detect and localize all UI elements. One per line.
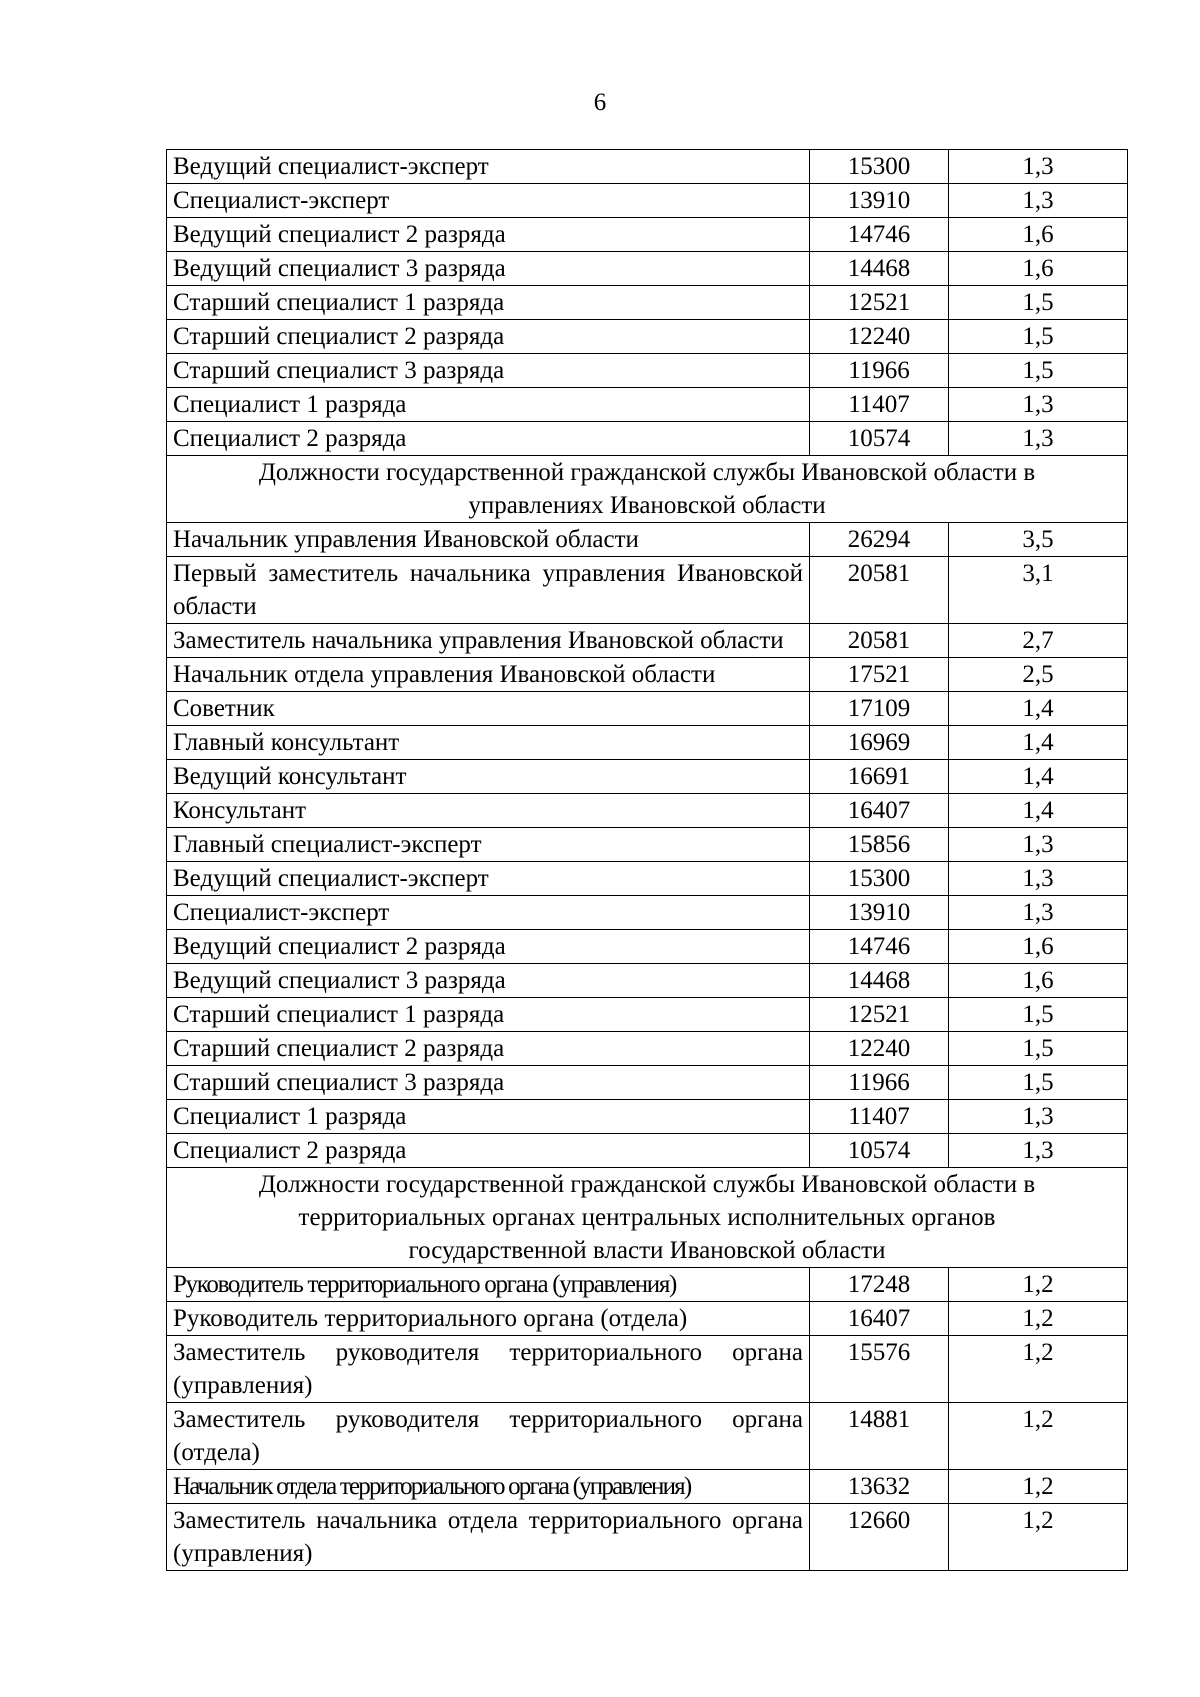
coefficient-value: 1,3 bbox=[949, 388, 1128, 422]
salary-value: 16407 bbox=[810, 794, 949, 828]
table-row bbox=[167, 422, 1128, 456]
coefficient-value: 1,4 bbox=[949, 692, 1128, 726]
table-row bbox=[167, 150, 1128, 184]
salary-value: 26294 bbox=[810, 523, 949, 557]
coefficient-value: 1,4 bbox=[949, 760, 1128, 794]
coefficient-value: 1,4 bbox=[949, 726, 1128, 760]
salary-value: 12240 bbox=[810, 1032, 949, 1066]
table-row bbox=[167, 1268, 1128, 1302]
salary-value: 17248 bbox=[810, 1268, 949, 1302]
table-row bbox=[167, 184, 1128, 218]
coefficient-value: 1,2 bbox=[949, 1504, 1128, 1571]
position-name: Специалист-эксперт bbox=[167, 184, 810, 218]
salary-value: 15300 bbox=[810, 862, 949, 896]
coefficient-value: 1,5 bbox=[949, 1032, 1128, 1066]
salary-value: 17109 bbox=[810, 692, 949, 726]
salary-value: 15576 bbox=[810, 1336, 949, 1403]
table-row bbox=[167, 523, 1128, 557]
position-name: Ведущий специалист 2 разряда bbox=[167, 930, 810, 964]
coefficient-value: 1,2 bbox=[949, 1302, 1128, 1336]
table-row bbox=[167, 964, 1128, 998]
salary-value: 15856 bbox=[810, 828, 949, 862]
coefficient-value: 1,2 bbox=[949, 1268, 1128, 1302]
table-row bbox=[167, 726, 1128, 760]
position-name: Старший специалист 3 разряда bbox=[167, 1066, 810, 1100]
position-name: Главный специалист-эксперт bbox=[167, 828, 810, 862]
table-row bbox=[167, 252, 1128, 286]
salary-value: 13632 bbox=[810, 1470, 949, 1504]
position-name: Ведущий специалист 2 разряда bbox=[167, 218, 810, 252]
position-name: Специалист 1 разряда bbox=[167, 388, 810, 422]
position-name: Заместитель руководителя территориального органа (отдела) bbox=[167, 1403, 810, 1470]
position-name: Руководитель территориального органа (отдела) bbox=[167, 1302, 810, 1336]
salary-value: 20581 bbox=[810, 557, 949, 624]
table-row bbox=[167, 862, 1128, 896]
position-name: Начальник отдела управления Ивановской области bbox=[167, 658, 810, 692]
coefficient-value: 1,6 bbox=[949, 218, 1128, 252]
coefficient-value: 1,3 bbox=[949, 896, 1128, 930]
position-name: Главный консультант bbox=[167, 726, 810, 760]
coefficient-value: 1,3 bbox=[949, 150, 1128, 184]
table-row bbox=[167, 828, 1128, 862]
coefficient-value: 1,3 bbox=[949, 1100, 1128, 1134]
salary-value: 17521 bbox=[810, 658, 949, 692]
salary-value: 10574 bbox=[810, 1134, 949, 1168]
position-name: Советник bbox=[167, 692, 810, 726]
coefficient-value: 1,5 bbox=[949, 286, 1128, 320]
coefficient-value: 1,5 bbox=[949, 998, 1128, 1032]
coefficient-value: 1,3 bbox=[949, 828, 1128, 862]
table-row bbox=[167, 1403, 1128, 1470]
coefficient-value: 1,5 bbox=[949, 354, 1128, 388]
coefficient-value: 1,2 bbox=[949, 1403, 1128, 1470]
salary-value: 12521 bbox=[810, 998, 949, 1032]
position-name: Первый заместитель начальника управления Ивановской области bbox=[167, 557, 810, 624]
coefficient-value: 3,1 bbox=[949, 557, 1128, 624]
position-name: Старший специалист 2 разряда bbox=[167, 1032, 810, 1066]
table-row bbox=[167, 1032, 1128, 1066]
table-row bbox=[167, 1134, 1128, 1168]
table-row bbox=[167, 320, 1128, 354]
salary-value: 11407 bbox=[810, 1100, 949, 1134]
salary-value: 12660 bbox=[810, 1504, 949, 1571]
position-name: Ведущий специалист-эксперт bbox=[167, 862, 810, 896]
salary-value: 13910 bbox=[810, 896, 949, 930]
page-number: 6 bbox=[593, 89, 607, 116]
salary-value: 15300 bbox=[810, 150, 949, 184]
section-row bbox=[167, 1168, 1128, 1268]
table-row bbox=[167, 388, 1128, 422]
table-row bbox=[167, 692, 1128, 726]
table-row bbox=[167, 354, 1128, 388]
salary-value: 11966 bbox=[810, 354, 949, 388]
section-heading: Должности государственной гражданской службы Ивановской области в территориальных органах центральных исполнительных органов государственной власти Ивановской области bbox=[167, 1168, 1128, 1268]
salary-value: 11407 bbox=[810, 388, 949, 422]
position-name: Ведущий консультант bbox=[167, 760, 810, 794]
coefficient-value: 1,3 bbox=[949, 1134, 1128, 1168]
table-row bbox=[167, 1470, 1128, 1504]
table-row bbox=[167, 1100, 1128, 1134]
table-row bbox=[167, 624, 1128, 658]
salary-value: 16407 bbox=[810, 1302, 949, 1336]
position-name: Старший специалист 1 разряда bbox=[167, 286, 810, 320]
table-row bbox=[167, 930, 1128, 964]
salary-value: 14746 bbox=[810, 218, 949, 252]
table-row bbox=[167, 1504, 1128, 1571]
table-row bbox=[167, 286, 1128, 320]
table-row bbox=[167, 1336, 1128, 1403]
salary-value: 11966 bbox=[810, 1066, 949, 1100]
position-name: Специалист 1 разряда bbox=[167, 1100, 810, 1134]
position-name: Специалист 2 разряда bbox=[167, 422, 810, 456]
salary-value: 14746 bbox=[810, 930, 949, 964]
salary-value: 16691 bbox=[810, 760, 949, 794]
positions-table bbox=[166, 149, 1128, 1571]
coefficient-value: 1,6 bbox=[949, 252, 1128, 286]
coefficient-value: 2,7 bbox=[949, 624, 1128, 658]
table-row bbox=[167, 998, 1128, 1032]
position-name: Специалист 2 разряда bbox=[167, 1134, 810, 1168]
salary-value: 16969 bbox=[810, 726, 949, 760]
position-name: Заместитель начальника управления Ивановской области bbox=[167, 624, 810, 658]
coefficient-value: 1,4 bbox=[949, 794, 1128, 828]
position-name: Ведущий специалист-эксперт bbox=[167, 150, 810, 184]
position-name: Старший специалист 1 разряда bbox=[167, 998, 810, 1032]
position-name: Ведущий специалист 3 разряда bbox=[167, 252, 810, 286]
position-name: Руководитель территориального органа (управления) bbox=[167, 1268, 810, 1302]
salary-value: 14468 bbox=[810, 252, 949, 286]
coefficient-value: 1,3 bbox=[949, 422, 1128, 456]
salary-value: 12521 bbox=[810, 286, 949, 320]
position-name: Консультант bbox=[167, 794, 810, 828]
salary-value: 13910 bbox=[810, 184, 949, 218]
table-row bbox=[167, 218, 1128, 252]
position-name: Заместитель руководителя территориального органа (управления) bbox=[167, 1336, 810, 1403]
table-row bbox=[167, 1302, 1128, 1336]
coefficient-value: 2,5 bbox=[949, 658, 1128, 692]
section-row bbox=[167, 456, 1128, 523]
coefficient-value: 1,5 bbox=[949, 1066, 1128, 1100]
table-row bbox=[167, 557, 1128, 624]
coefficient-value: 1,6 bbox=[949, 964, 1128, 998]
table-row bbox=[167, 896, 1128, 930]
coefficient-value: 1,5 bbox=[949, 320, 1128, 354]
salary-value: 14881 bbox=[810, 1403, 949, 1470]
position-name: Старший специалист 3 разряда bbox=[167, 354, 810, 388]
position-name: Ведущий специалист 3 разряда bbox=[167, 964, 810, 998]
position-name: Заместитель начальника отдела территориального органа (управления) bbox=[167, 1504, 810, 1571]
table-row bbox=[167, 1066, 1128, 1100]
coefficient-value: 3,5 bbox=[949, 523, 1128, 557]
salary-value: 10574 bbox=[810, 422, 949, 456]
position-name: Начальник отдела территориального органа (управления) bbox=[167, 1470, 810, 1504]
salary-value: 12240 bbox=[810, 320, 949, 354]
table-row bbox=[167, 760, 1128, 794]
section-heading: Должности государственной гражданской службы Ивановской области в управлениях Ивановской области bbox=[167, 456, 1128, 523]
position-name: Специалист-эксперт bbox=[167, 896, 810, 930]
coefficient-value: 1,2 bbox=[949, 1336, 1128, 1403]
coefficient-value: 1,6 bbox=[949, 930, 1128, 964]
coefficient-value: 1,3 bbox=[949, 184, 1128, 218]
salary-value: 14468 bbox=[810, 964, 949, 998]
position-name: Старший специалист 2 разряда bbox=[167, 320, 810, 354]
position-name: Начальник управления Ивановской области bbox=[167, 523, 810, 557]
coefficient-value: 1,3 bbox=[949, 862, 1128, 896]
salary-value: 20581 bbox=[810, 624, 949, 658]
table-row bbox=[167, 794, 1128, 828]
coefficient-value: 1,2 bbox=[949, 1470, 1128, 1504]
table-row bbox=[167, 658, 1128, 692]
